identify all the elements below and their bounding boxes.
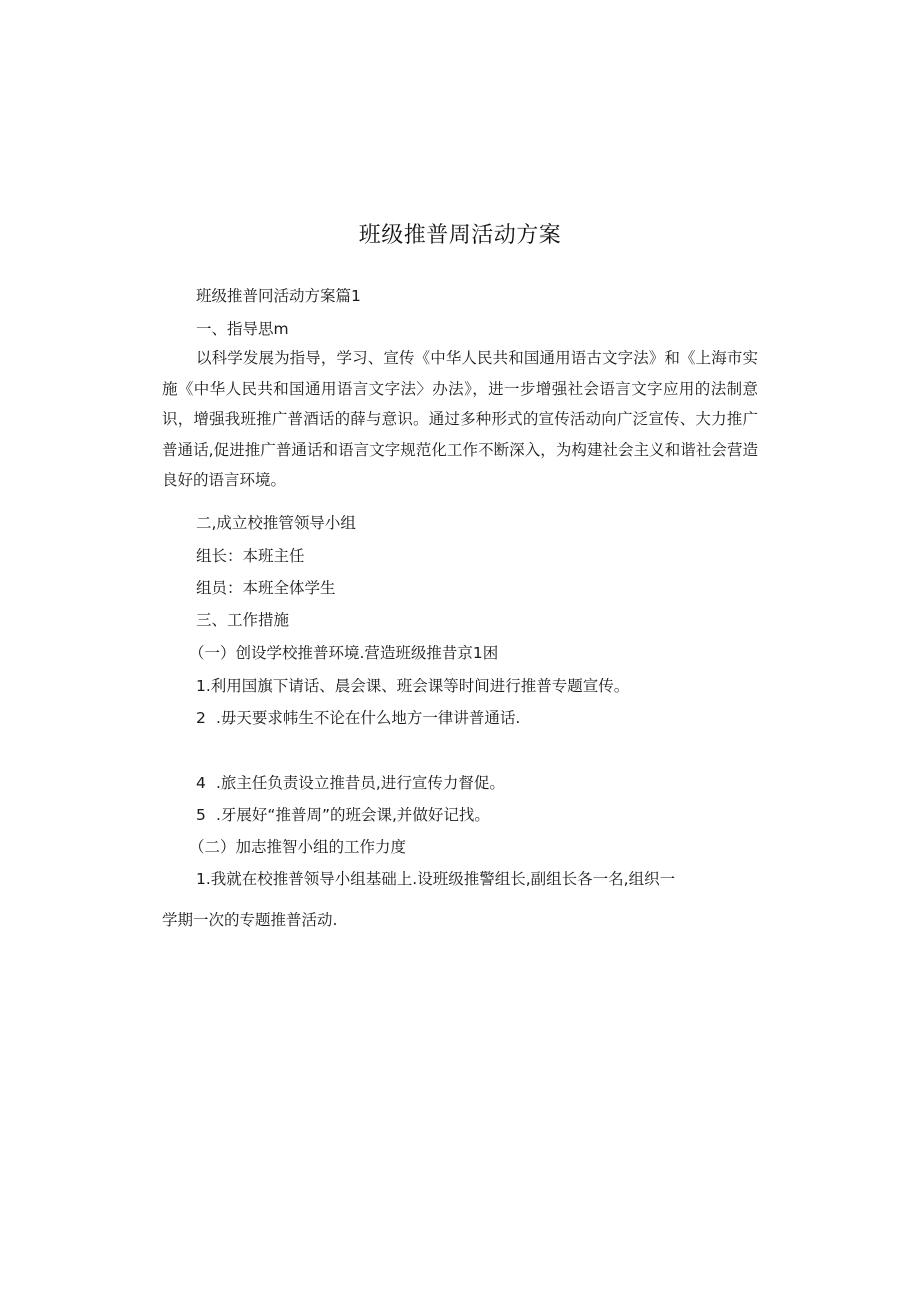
item-1: 1.利用国旗下请话、晨会课、班会课等时间进行推普专题宣传。 — [196, 677, 630, 695]
item-2-number: 2 — [196, 709, 206, 727]
item-5-text: .牙展好“推普周”的班会课,并做好记找。 — [216, 806, 490, 824]
item-5-number: 5 — [196, 806, 206, 824]
item-6-continuation: 学期一次的专题推普活动. — [162, 911, 338, 929]
document-subtitle: 班级推普冋活动方案篇1 — [196, 287, 361, 305]
item-2-text: .毋天要求帏生不论在什么地方一律讲普通话. — [216, 709, 521, 727]
section1-heading: 一、指导思m — [196, 320, 289, 338]
members-line: 组员：本班全体学生 — [196, 579, 336, 597]
item-6: 1.我就在校推普领导小组基础上.设班级推警组长,副组长各一名,组织一 — [196, 870, 676, 888]
sub1-heading: （一）创设学校推普环境.营造班级推昔京1困 — [189, 644, 499, 662]
section1-body: 以科学发展为指导，学习、宣传《中华人民共和国通用语古文字法》和《上海市实施《中华人民共和国通用语言文字法〉办法》，进一步增强社会语言文字应用的法制意识，增强我班推广普酒话的薛与意识。通过多种形式的宣传活动向广泛宣传、大力推广普通话,促进推广普通话和语言文字规范化工作不断深入，为构建社会主义和谐社会营造良好的语言环境。 — [162, 349, 758, 489]
sub2-heading: （二）加志推智小组的工作力度 — [189, 838, 407, 856]
item-4-text: .旅主任负责设立推昔员,进行宣传力督促。 — [216, 774, 505, 792]
document-title: 班级推普周活动方案 — [358, 223, 562, 248]
leader-line: 组长：本班主任 — [196, 547, 305, 565]
section3-heading: 三、工作措施 — [196, 611, 290, 629]
section2-heading: 二,成立校推管领导小组 — [196, 514, 356, 532]
item-4-number: 4 — [196, 774, 206, 792]
